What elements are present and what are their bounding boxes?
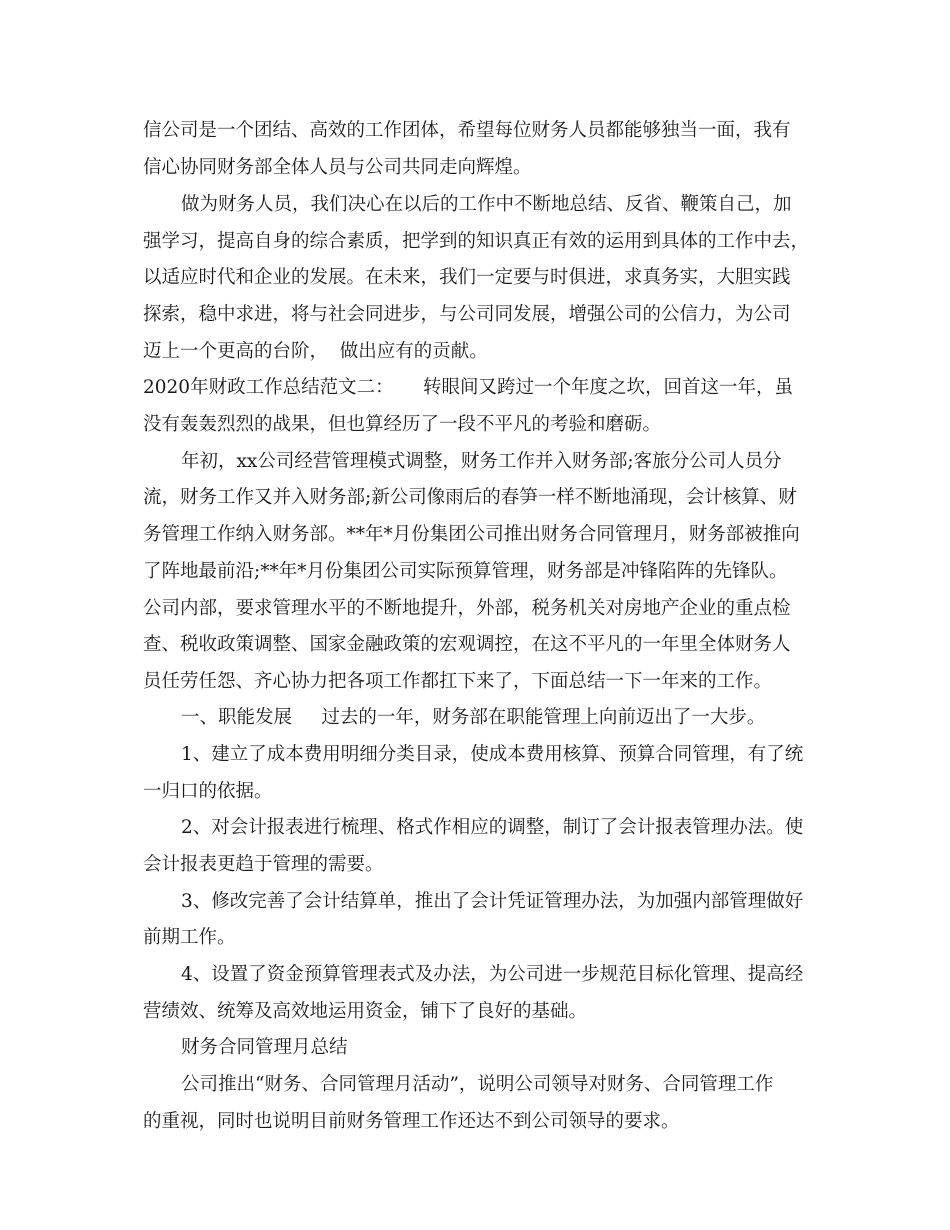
- list-item-line: 2、对会计报表进行梳理、格式作相应的调整，制订了会计报表管理办法。使: [181, 817, 804, 838]
- subheading-line: 财务合同管理月总结: [181, 1037, 348, 1058]
- text-line: 做为财务人员，我们决心在以后的工作中不断地总结、反省、鞭策自己，加: [181, 194, 792, 215]
- text-line: 迈上一个更高的台阶， 做出应有的贡献。: [143, 341, 488, 362]
- text-line: 一归口的依据。: [143, 781, 273, 802]
- section-heading-line: 2020年财政工作总结范文二： 转眼间又跨过一个年度之坎，回首这一年，虽: [143, 377, 793, 398]
- text-line: 信心协同财务部全体人员与公司共同走向辉煌。: [143, 157, 532, 178]
- text-line: 员任劳任怨、齐心协力把各项工作都扛下来了，下面总结一下一年来的工作。: [143, 671, 773, 692]
- text-line: 的重视，同时也说明目前财务管理工作还达不到公司领导的要求。: [143, 1111, 680, 1132]
- list-item-line: 3、修改完善了会计结算单，推出了会计凭证管理办法，为加强内部管理做好: [181, 891, 804, 912]
- text-line: 强学习，提高自身的综合素质，把学到的知识真正有效的运用到具体的工作中去，: [143, 231, 810, 252]
- list-item-line: 4、设置了资金预算管理表式及办法，为公司进一步规范目标化管理、提高经: [181, 964, 804, 985]
- text-line: 年初，xx公司经营管理模式调整，财务工作并入财务部;客旅分公司人员分: [181, 451, 782, 472]
- text-line: 信公司是一个团结、高效的工作团体，希望每位财务人员都能够独当一面，我有: [143, 120, 791, 141]
- text-line: 公司推出“财务、合同管理月活动”，说明公司领导对财务、合同管理工作: [181, 1074, 774, 1095]
- text-line: 查、税收政策调整、国家金融政策的宏观调控，在这不平凡的一年里全体财务人: [143, 634, 791, 655]
- text-line: 了阵地最前沿;**年*月份集团公司实际预算管理，财务部是冲锋陷阵的先锋队。: [143, 561, 788, 582]
- text-line: 没有轰轰烈烈的战果，但也算经历了一段不平凡的考验和磨砺。: [143, 414, 662, 435]
- text-line: 以适应时代和企业的发展。在未来，我们一定要与时俱进，求真务实，大胆实践: [143, 267, 791, 288]
- text-line: 流，财务工作又并入财务部;新公司像雨后的春笋一样不断地涌现，会计核算、财: [143, 487, 797, 508]
- text-line: 营绩效、统筹及高效地运用资金，铺下了良好的基础。: [143, 1001, 588, 1022]
- list-item-line: 1、建立了成本费用明细分类目录，使成本费用核算、预算合同管理，有了统: [181, 744, 804, 765]
- text-line: 前期工作。: [143, 927, 236, 948]
- subheading-line: 一、职能发展 过去的一年，财务部在职能管理上向前迈出了一大步。: [181, 707, 766, 728]
- text-line: 探索，稳中求进，将与社会同进步，与公司同发展，增强公司的公信力，为公司: [143, 304, 791, 325]
- text-line: 公司内部，要求管理水平的不断地提升，外部，税务机关对房地产企业的重点检: [143, 598, 791, 619]
- text-line: 务管理工作纳入财务部。**年*月份集团公司推出财务合同管理月，财务部被推向: [143, 524, 800, 545]
- text-line: 会计报表更趋于管理的需要。: [143, 854, 384, 875]
